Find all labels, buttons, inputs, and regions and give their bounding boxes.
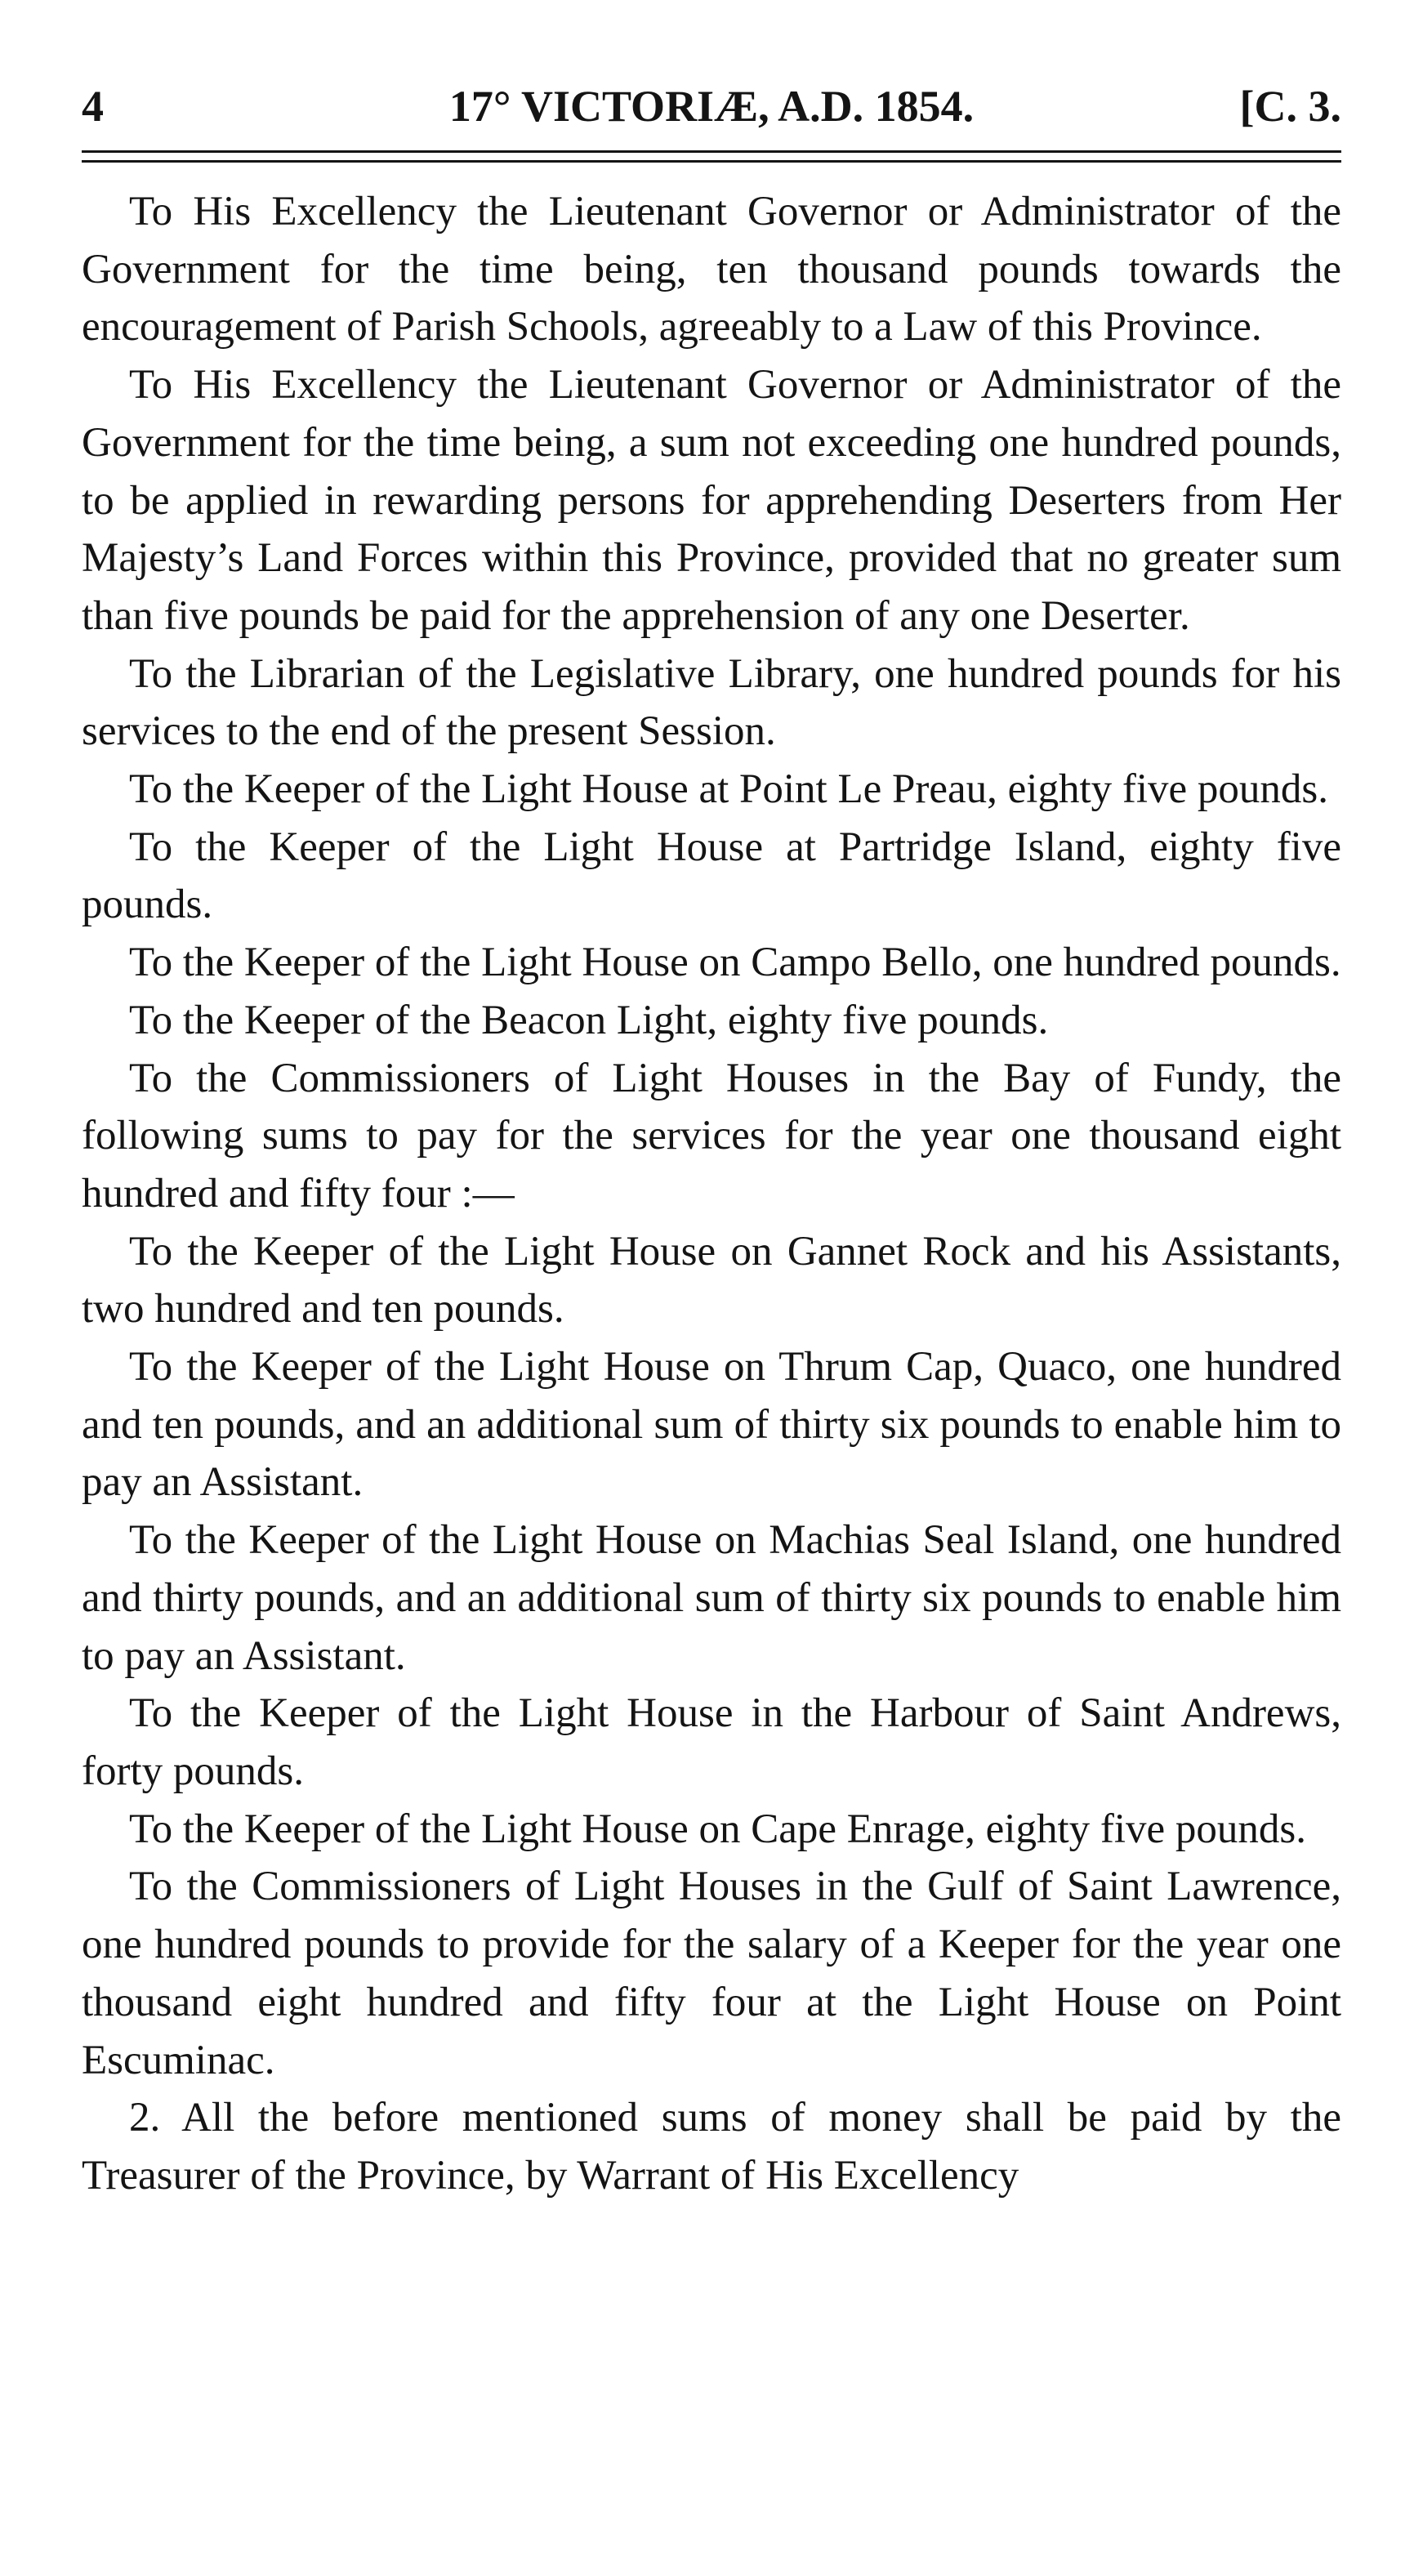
page-number: 4 [82,82,104,131]
paragraph-saint-andrews: To the Keeper of the Light House in the Harbour of Saint Andrews, forty pounds. [82,1690,1341,1794]
paragraph-partridge-island: To the Keeper of the Light House at Partridge Island, eighty five pounds. [82,824,1341,928]
paragraph-librarian: To the Librarian of the Legislative Library, one hundred pounds for his services to the end of the present Session. [82,650,1341,755]
paragraph-gulf-of-saint-lawrence: To the Commissioners of Light Houses in the Gulf of Saint Lawrence, one hundred pounds to provide for the salary of a Keeper for the year one thousand eight hundred and fifty four at the Light House on Point Escuminac. [82,1864,1341,2083]
paragraph-bay-of-fundy: To the Commissioners of Light Houses in the Bay of Fundy, the following sums to pay for the services for the year one thousand eight hundred and fifty four :— [82,1055,1341,1217]
paragraph-parish-schools: To His Excellency the Lieutenant Governor or Administrator of the Government for the time being, ten thousand pounds towards the encouragement of Parish Schools, agreeably to a Law of this Province. [82,189,1341,350]
paragraph-point-le-preau: To the Keeper of the Light House at Point Le Preau, eighty five pounds. [129,766,1328,813]
paragraph-cape-enrage: To the Keeper of the Light House on Cape Enrage, eighty five pounds. [129,1806,1307,1852]
chapter-reference: [C. 3. [1239,82,1341,131]
header-rule-top [82,150,1341,153]
paragraph-section-2: 2. All the before mentioned sums of money shall be paid by the Treasurer of the Province, by Warrant of His Excellency [82,2095,1341,2199]
paragraph-deserters: To His Excellency the Lieutenant Governor or Administrator of the Government for the time being, a sum not exceeding one hundred pounds, to be applied in rewarding persons for apprehending Deserters from Her Majesty’s Land Forces within this Province, provided that no greater sum than five pounds be paid for the apprehension of any one Deserter. [82,362,1341,639]
header-rule-bottom [82,160,1341,163]
paragraph-machias-seal-island: To the Keeper of the Light House on Machias Seal Island, one hundred and thirty pounds, and an additional sum of thirty six pounds to enable him to pay an Assistant. [82,1517,1341,1679]
paragraph-campo-bello: To the Keeper of the Light House on Campo Bello, one hundred pounds. [129,940,1341,986]
body-text [82,183,1341,2205]
paragraph-gannet-rock: To the Keeper of the Light House on Gannet Rock and his Assistants, two hundred and ten pounds. [82,1228,1341,1333]
running-head-title: 17° VICTORIÆ, A.D. 1854. [448,82,975,131]
paragraph-thrum-cap: To the Keeper of the Light House on Thrum Cap, Quaco, one hundred and ten pounds, and an additional sum of thirty six pounds to enable him to pay an Assistant. [82,1344,1341,1506]
running-head [82,77,1341,136]
paragraph-beacon-light: To the Keeper of the Beacon Light, eighty five pounds. [129,997,1049,1043]
